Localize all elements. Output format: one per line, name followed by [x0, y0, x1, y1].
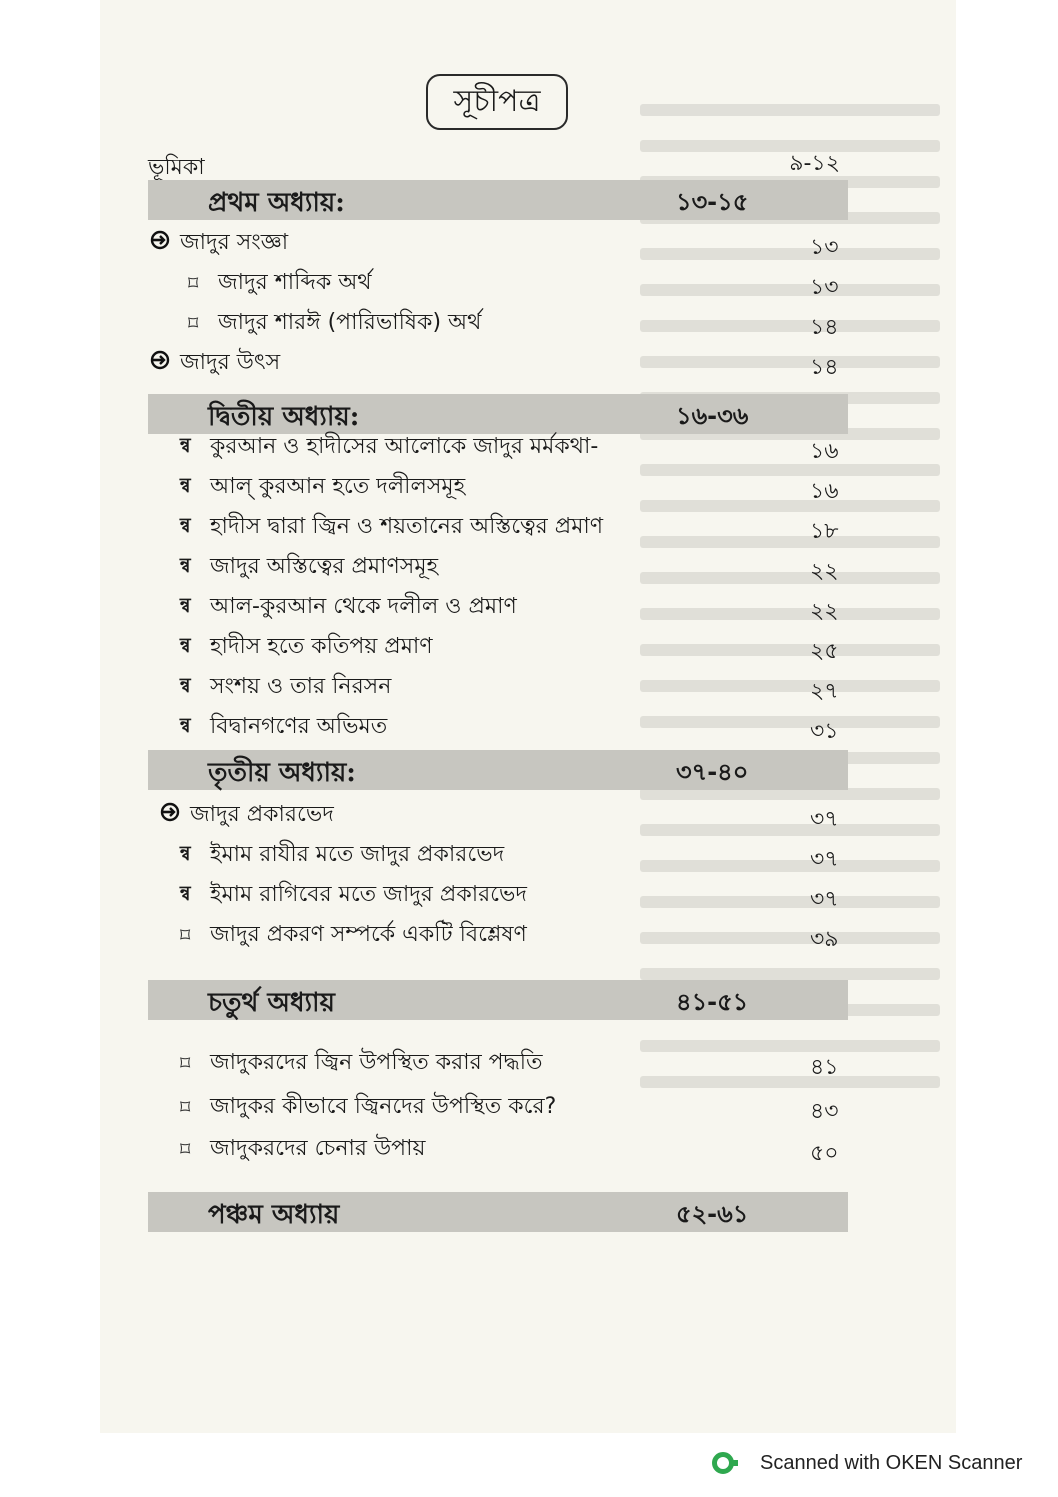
toc-entry-page: ৩৭: [810, 887, 839, 912]
square-bullet-icon: ⌑: [180, 922, 191, 947]
toc-entry-text: জাদুকর কীভাবে জ্বিনদের উপস্থিত করে?: [210, 1093, 557, 1119]
intro-label: ভূমিকা: [148, 155, 205, 180]
toc-entry: [180, 430, 848, 464]
square-bullet-icon: ⌑: [180, 1094, 191, 1119]
toc-entry-text: জাদুর প্রকরণ সম্পর্কে একটি বিশ্লেষণ: [210, 921, 527, 947]
toc-entry-page: ২২: [810, 599, 839, 624]
toc-entry: [180, 878, 848, 912]
toc-entry-text: বিদ্বানগণের অভিমত: [210, 713, 388, 739]
intro-row: [148, 146, 844, 180]
toc-entry-text: আল্ কুরআন হতে দলীলসমূহ: [210, 473, 466, 499]
arrow-icon: [150, 230, 180, 256]
nb-icon: ন্ব: [180, 712, 191, 737]
square-bullet-icon: ⌑: [188, 310, 199, 335]
toc-entry: [180, 510, 848, 544]
square-bullet-icon: ⌑: [180, 1050, 191, 1075]
nb-icon: ন্ব: [180, 472, 191, 497]
toc-entry-text: জাদুর শাব্দিক অর্থ: [218, 269, 372, 295]
toc-entry: [180, 838, 848, 872]
nb-icon: ন্ব: [180, 672, 191, 697]
chapter-title: পঞ্চম অধ্যায়: [208, 1200, 340, 1230]
toc-entry-page: ১৩: [810, 235, 839, 260]
nb-icon: ন্ব: [180, 840, 191, 865]
toc-entry-page: ৩৯: [810, 927, 839, 952]
toc-entry: [180, 1132, 848, 1166]
toc-entry-text: জাদুর শারঈ (পারিভাষিক) অর্থ: [218, 309, 482, 335]
toc-entry: [180, 1046, 848, 1080]
chapter-page-range: ১৩-১৫: [676, 188, 749, 216]
square-bullet-icon: ⌑: [188, 270, 199, 295]
toc-entry-page: ১৬: [810, 479, 839, 504]
toc-entry-page: ৪১: [810, 1055, 839, 1080]
toc-entry-text: হাদীস দ্বারা জ্বিন ও শয়তানের অস্তিত্বের প্রমাণ: [210, 513, 604, 539]
scanner-text: Scanned with OKEN Scanner: [760, 1451, 1023, 1474]
toc-entry-page: ১৮: [810, 519, 839, 544]
toc-entry: [180, 1090, 848, 1124]
chapter-heading-band: [148, 1192, 848, 1232]
toc-entry-page: ১৩: [810, 275, 839, 300]
toc-entry-page: ৩৭: [810, 807, 839, 832]
toc-entry-page: ২৭: [810, 679, 839, 704]
toc-entry: [180, 630, 848, 664]
toc-entry-page: ৩৭: [810, 847, 839, 872]
chapter-page-range: ৩৭-৪০: [676, 758, 749, 786]
toc-entry: [150, 226, 848, 260]
nb-icon: ন্ব: [180, 880, 191, 905]
nb-icon: ন্ব: [180, 592, 191, 617]
toc-entry: [180, 590, 848, 624]
chapter-heading-band: [148, 180, 848, 220]
toc-entry-text: জাদুর উৎস: [180, 349, 281, 375]
toc-entry-page: ২৫: [810, 639, 839, 664]
chapter-page-range: ৪১-৫১: [676, 988, 749, 1016]
toc-entry: [180, 670, 848, 704]
toc-entry-text: জাদুর প্রকারভেদ: [190, 801, 334, 827]
toc-entry-page: ১৪: [810, 315, 839, 340]
scanner-watermark: [712, 1448, 1052, 1478]
nb-icon: ন্ব: [180, 552, 191, 577]
arrow-icon: [160, 802, 190, 828]
toc-entry-text: জাদুর অস্তিত্বের প্রমাণসমূহ: [210, 553, 439, 579]
toc-entry-page: ১৬: [810, 439, 839, 464]
toc-entry: [150, 346, 848, 380]
toc-entry-text: হাদীস হতে কতিপয় প্রমাণ: [210, 633, 433, 659]
toc-entry: [188, 266, 848, 300]
chapter-heading-band: [148, 980, 848, 1020]
nb-icon: ন্ব: [180, 512, 191, 537]
toc-entry-text: কুরআন ও হাদীসের আলোকে জাদুর মর্মকথা-: [210, 433, 599, 459]
chapter-title: দ্বিতীয় অধ্যায়:: [208, 402, 360, 432]
chapter-page-range: ৫২-৬১: [676, 1200, 749, 1228]
toc-entry-text: সংশয় ও তার নিরসন: [210, 673, 392, 699]
chapter-title: প্রথম অধ্যায়:: [208, 188, 345, 218]
toc-entry-page: ৪৩: [810, 1099, 839, 1124]
toc-entry: [180, 470, 848, 504]
toc-title: সূচীপত্র: [426, 74, 568, 130]
toc-entry-text: ইমাম রাযীর মতে জাদুর প্রকারভেদ: [210, 841, 505, 867]
toc-entry-text: জাদুর সংজ্ঞা: [180, 229, 289, 255]
toc-entry-page: ২২: [810, 559, 839, 584]
chapter-heading-band: [148, 750, 848, 790]
toc-entry-text: আল-কুরআন থেকে দলীল ও প্রমাণ: [210, 593, 517, 619]
chapter-title: চতুর্থ অধ্যায়: [208, 988, 335, 1018]
toc-entry: [160, 798, 848, 832]
toc-entry-page: ৫০: [810, 1141, 839, 1166]
chapter-page-range: ১৬-৩৬: [676, 402, 749, 430]
toc-entry: [188, 306, 848, 340]
nb-icon: ন্ব: [180, 432, 191, 457]
nb-icon: ন্ব: [180, 632, 191, 657]
toc-entry-page: ৩১: [810, 719, 839, 744]
square-bullet-icon: ⌑: [180, 1136, 191, 1161]
toc-entry-text: জাদুকরদের চেনার উপায়: [210, 1135, 426, 1161]
intro-pages: ৯-১২: [789, 151, 840, 176]
toc-entry: [180, 918, 848, 952]
toc-entry: [180, 710, 848, 744]
scanner-logo-icon: [712, 1452, 734, 1474]
toc-entry: [180, 550, 848, 584]
toc-entry-text: ইমাম রাগিবের মতে জাদুর প্রকারভেদ: [210, 881, 527, 907]
arrow-icon: [150, 350, 180, 376]
chapter-title: তৃতীয় অধ্যায়:: [208, 758, 356, 788]
toc-entry-page: ১৪: [810, 355, 839, 380]
toc-entry-text: জাদুকরদের জ্বিন উপস্থিত করার পদ্ধতি: [210, 1049, 543, 1075]
